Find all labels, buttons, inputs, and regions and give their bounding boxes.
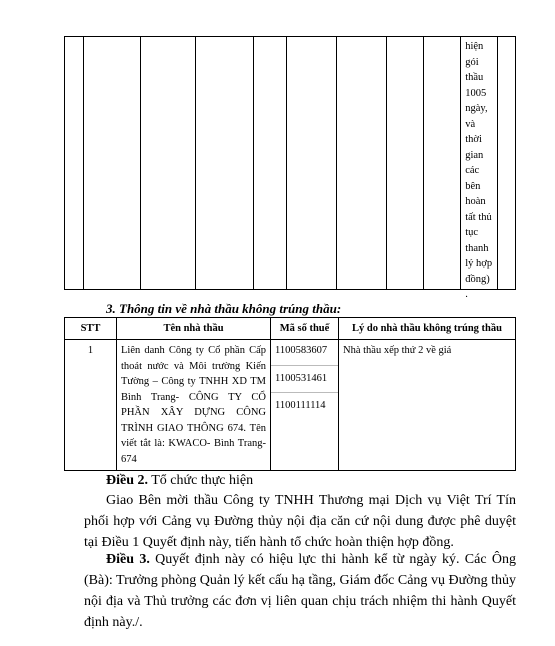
tax-code: 1100531461: [271, 371, 338, 394]
article-3: [84, 549, 516, 633]
continued-text-line: ngày,: [465, 103, 488, 114]
article-2-body: Giao Bên mời thầu Công ty TNHH Thương mại Dịch vụ Việt Trí Tín phối hợp với Cảng vụ Đường thủy nội địa căn cứ nội dung được phê duyệt tại Điều 1 Quyết định này, tiến hành tổ chức hoàn thiện hợp đồng.: [84, 493, 516, 550]
tax-code: 1100111114: [275, 400, 326, 411]
table-header-row: [65, 318, 516, 340]
cell-stt: 1: [65, 340, 117, 471]
continued-text-line: thời: [465, 134, 482, 145]
continued-text-line: tục: [465, 227, 479, 238]
continued-text-line: bên: [465, 180, 481, 192]
continued-text-line: gian: [465, 149, 484, 161]
table-column: [254, 37, 287, 289]
continued-text-line: lý hợp: [465, 258, 493, 269]
article-2-title: Tổ chức thực hiện: [148, 473, 254, 488]
continued-text-cell: [461, 37, 498, 300]
continued-text-line: gói: [465, 56, 479, 68]
continued-text-line: hoàn: [465, 196, 486, 207]
table-column: [287, 37, 337, 289]
table-column: [65, 37, 84, 289]
table-column: [337, 37, 387, 289]
continued-text-line: tất thủ: [465, 211, 492, 223]
cell-bidder-name: Liên danh Công ty Cổ phần Cấp thoát nước và Môi trường Kiến Tường – Công ty TNHH XD TM Bình Trang- CÔNG TY CỔ PHẦN XÂY DỰNG CÔNG TRÌNH GIAO THÔNG 674. Tên viết tắt là: KWACO- Bình Trang- 674: [117, 340, 271, 471]
continued-text-line: thanh: [465, 242, 489, 254]
continued-text-line: và: [465, 118, 476, 130]
article-2-label: Điều 2.: [106, 473, 148, 488]
table-row: [65, 340, 516, 471]
table-column: [141, 37, 197, 289]
table-column: [387, 37, 425, 289]
continued-text-line: 1005: [465, 87, 487, 99]
continued-text-line: .: [465, 289, 468, 300]
article-3-body: Quyết định này có hiệu lực thi hành kể từ ngày ký. Các Ông (Bà): Trưởng phòng Quản lý kết cấu hạ tầng, Giám đốc Cảng vụ Đường thủy nội địa và Thủ trưởng các đơn vị liên quan chịu trách nhiệm thi hành Quyết định này./.: [84, 552, 516, 630]
article-3-label: Điều 3.: [106, 552, 150, 567]
header-stt: STT: [65, 318, 117, 340]
continued-table: [64, 36, 516, 300]
cell-reason: Nhà thầu xếp thứ 2 về giá: [339, 340, 516, 471]
continued-text-line: hiện: [465, 41, 484, 52]
article-2-heading: [106, 470, 538, 491]
header-bidder-name: Tên nhà thầu: [117, 318, 271, 340]
table-column: [84, 37, 141, 289]
table-column: [196, 37, 254, 289]
losing-bidders-table: [64, 317, 516, 471]
table-column: [424, 37, 461, 289]
cell-tax-codes: [271, 340, 339, 471]
section-heading: 3. Thông tin về nhà thầu không trúng thầu:: [106, 301, 342, 316]
tax-code: 1100583607: [271, 343, 338, 366]
continued-text-line: các: [465, 165, 480, 176]
header-tax-code: Mã số thuế: [271, 318, 339, 340]
continued-text-line: đồng): [465, 273, 490, 285]
header-reason: Lý do nhà thầu không trúng thầu: [339, 318, 516, 340]
continued-text-line: thầu: [465, 72, 484, 83]
table-column: [498, 37, 515, 289]
